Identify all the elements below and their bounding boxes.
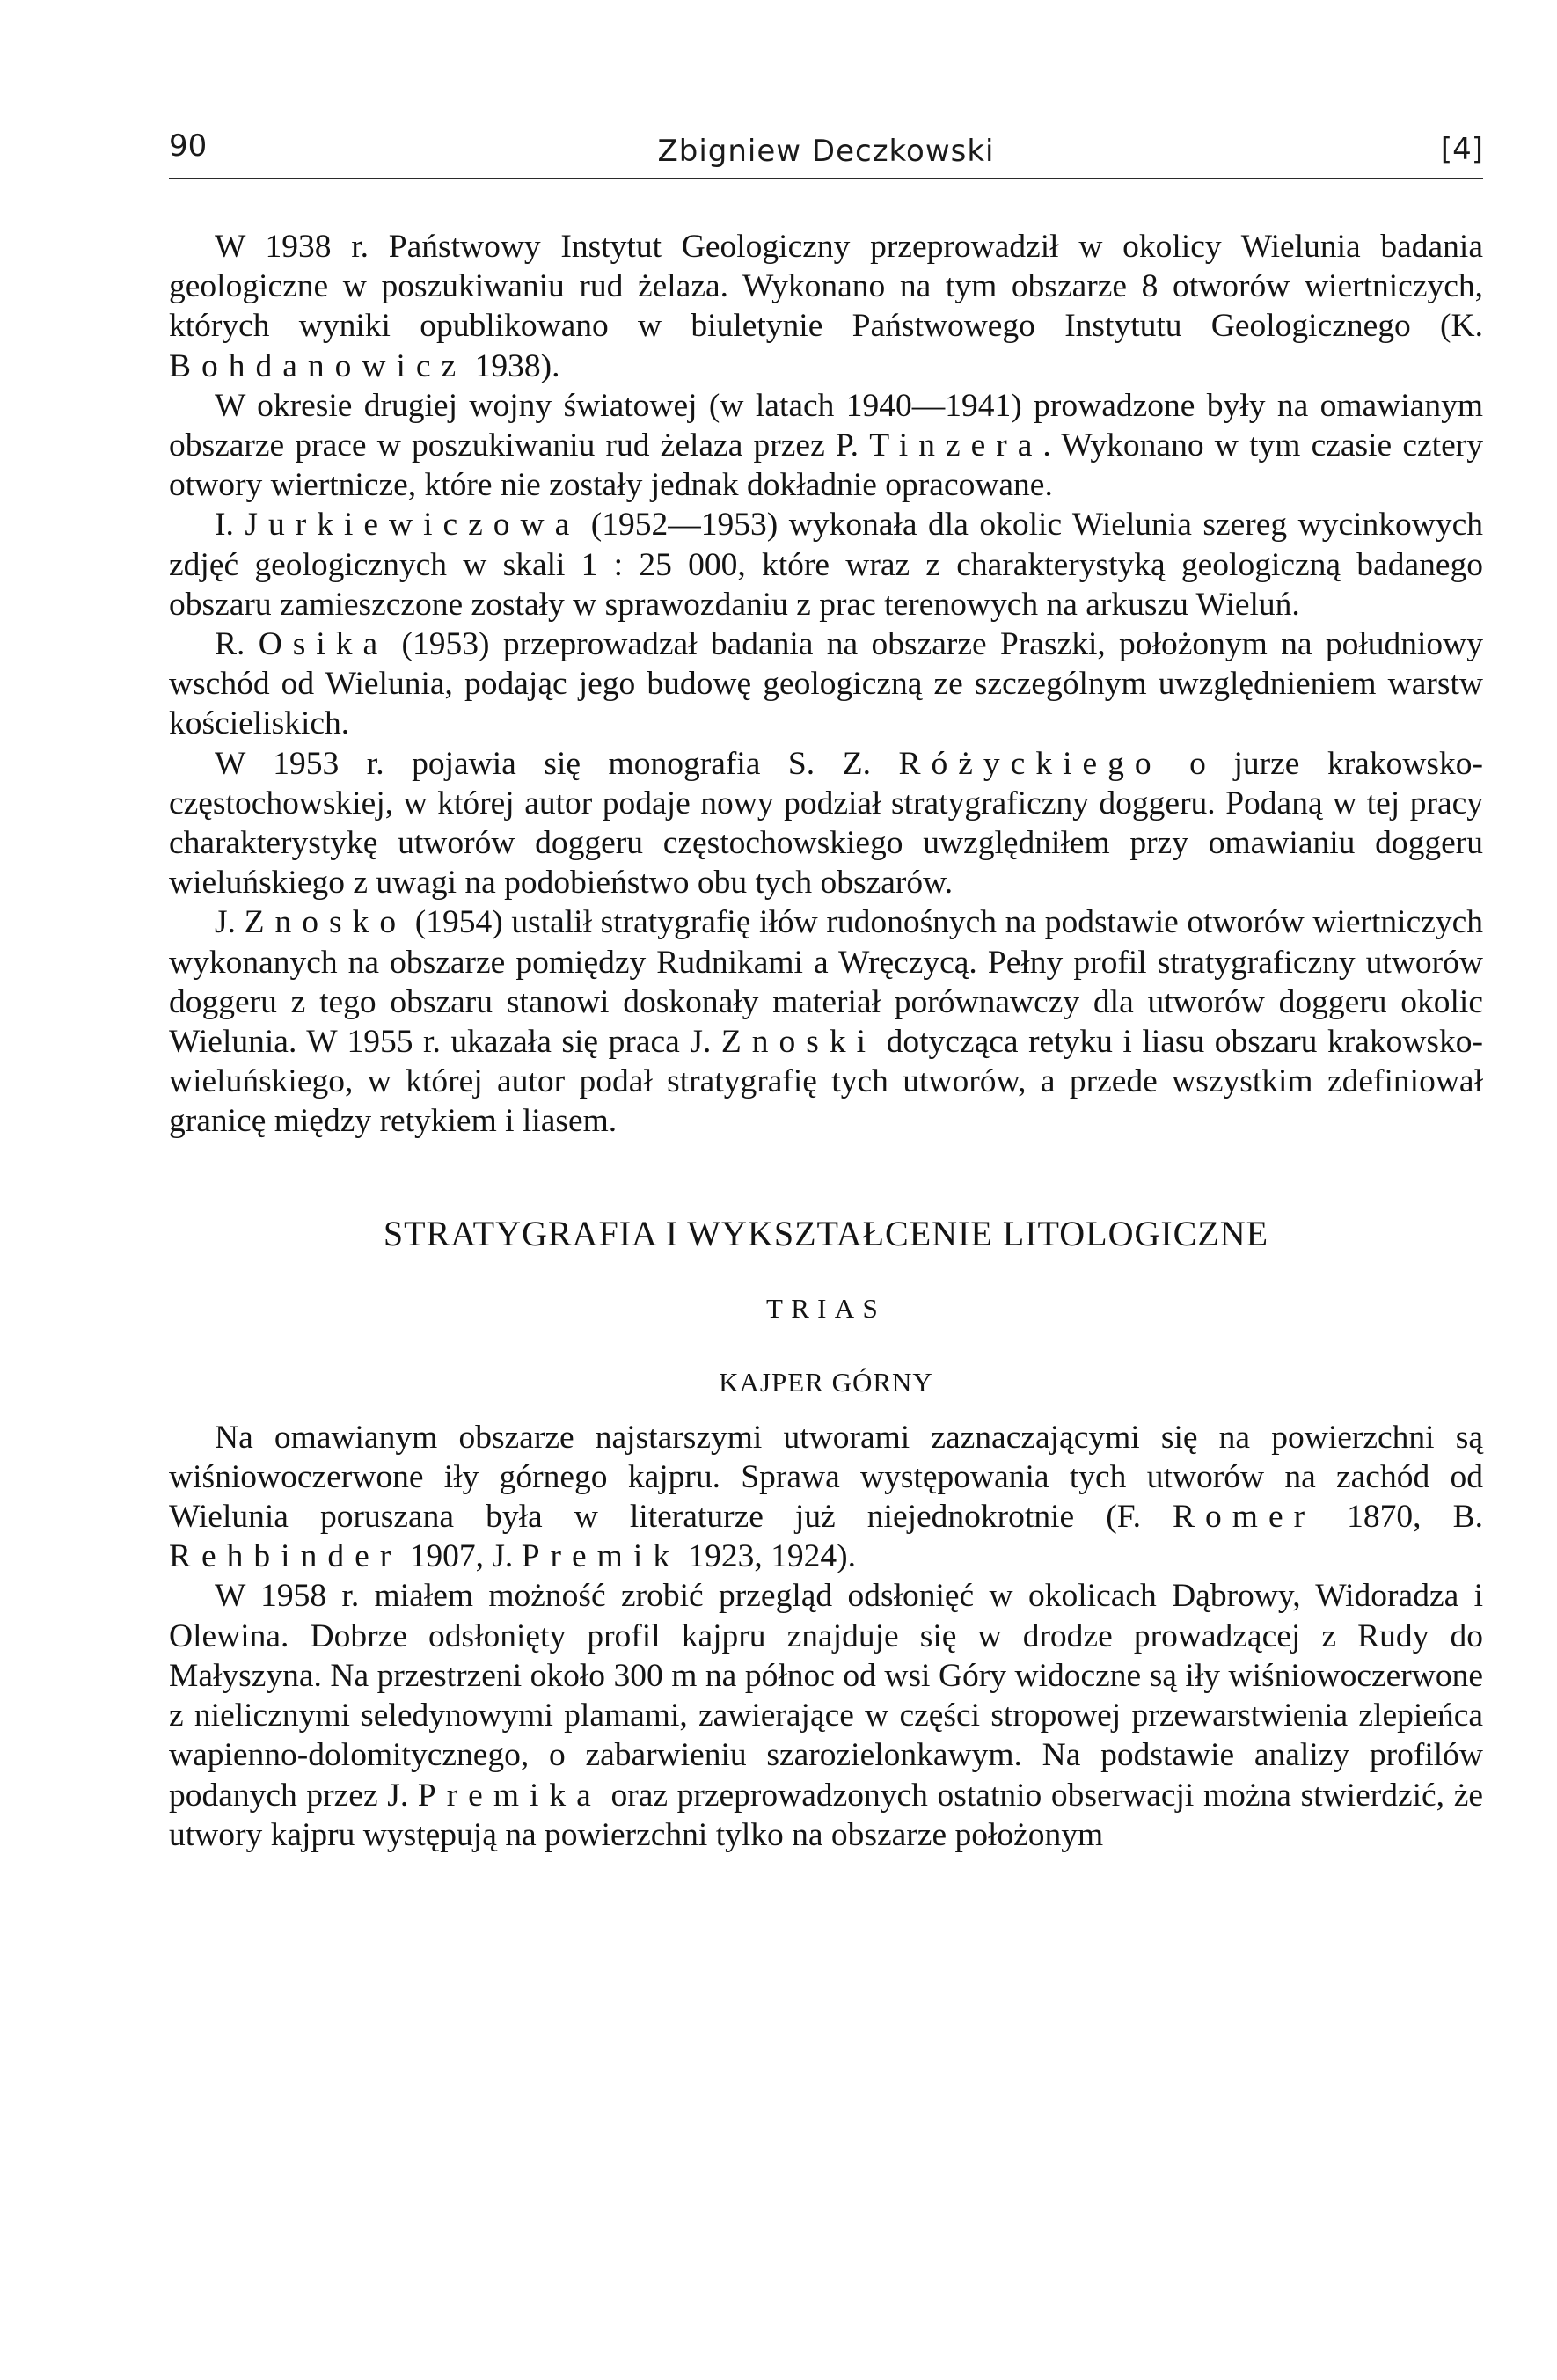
- spaced-author-name: Różyckiego: [898, 745, 1162, 782]
- paragraph-text: oraz przeprowadzonych ostatnio obserwacji można stwierdzić, że utwory kajpru występują na powierzchni tylko na obszarze położonym: [169, 1777, 1483, 1853]
- spaced-author-name: Tinzera: [869, 427, 1043, 464]
- paragraph-text: . Wykonano w tym czasie cztery otwory wiertnicze, które nie zostały jednak dokładnie opracowane.: [169, 427, 1483, 504]
- spaced-author-name: Znosko: [244, 904, 407, 941]
- paragraph-text: R.: [215, 626, 259, 663]
- paragraph-text: 1923, 1924).: [680, 1538, 857, 1575]
- spaced-author-name: Romer: [1173, 1499, 1316, 1536]
- paragraph: [169, 624, 1483, 744]
- paragraph: [169, 1418, 1483, 1577]
- paragraph: [169, 1576, 1483, 1854]
- running-head-author: Zbigniew Deczkowski: [657, 134, 995, 169]
- paragraph-text: 1870, B.: [1315, 1499, 1483, 1536]
- paragraph: [169, 505, 1483, 624]
- paragraph-text: (1953) przeprowadzał badania na obszarze Praszki, położonym na południowy wschód od Wielunia, podając jego budowę geologiczną ze szczególnym uwzględnieniem warstw kościeliskich.: [169, 626, 1483, 742]
- paragraph: [169, 744, 1483, 903]
- paragraph-text: dotycząca retyku i liasu obszaru krakowsko-wieluńskiego, w której autor podał stratygrafię tych utworów, a przede wszystkim zdefiniował granicę między retykiem i liasem.: [169, 1024, 1483, 1140]
- paragraph-text: I.: [215, 507, 245, 544]
- paragraph-text: W okresie drugiej wojny światowej (w latach 1940—1941) prowadzone były na omawianym obszarze prace w poszukiwaniu rud żelaza przez P.: [169, 387, 1483, 464]
- paragraph: [169, 227, 1483, 386]
- subsection-heading: TRIAS: [765, 1292, 887, 1324]
- paragraph-text: 1907, J.: [401, 1538, 522, 1575]
- paragraph: [169, 902, 1483, 1141]
- paragraph-text: 1938).: [466, 347, 560, 384]
- spaced-author-name: Premika: [417, 1777, 602, 1814]
- section-reference: [4]: [1440, 132, 1483, 167]
- paragraph-text: J.: [215, 904, 245, 941]
- spaced-author-name: Osika: [258, 626, 389, 663]
- spaced-author-name: Premik: [521, 1538, 681, 1575]
- document-page: [169, 123, 1483, 1853]
- spaced-author-name: Bohdanowicz: [169, 347, 467, 384]
- spaced-author-name: Znoski: [720, 1024, 877, 1061]
- paragraph-text: W 1953 r. pojawia się monografia S. Z.: [215, 745, 899, 782]
- spaced-author-name: Rehbinder: [169, 1538, 402, 1575]
- body-text: [169, 227, 1483, 1855]
- paragraph-text: o jurze krakowsko-częstochowskiej, w której autor podaje nowy podział stratygraficzny doggeru. Podaną w tej pracy charakterystykę utworów doggeru częstochowskiego uwzględniłem przy omawianiu doggeru wieluńskiego z uwagi na podobieństwo obu tych obszarów.: [169, 745, 1483, 902]
- paragraph: [169, 386, 1483, 506]
- paragraph-text: Na omawianym obszarze najstarszymi utworami zaznaczającymi się na powierzchni są wiśniowoczerwone iły górnego kajpru. Sprawa występowania tych utworów na zachód od Wielunia poruszana była w literaturze już niejednokrotnie (F.: [169, 1419, 1483, 1536]
- section-heading: STRATYGRAFIA I WYKSZTAŁCENIE LITOLOGICZNE: [383, 1213, 1269, 1253]
- paragraph-text: (1952—1953) wykonała dla okolic Wielunia szereg wycinkowych zdjęć geologicznych w skali 1 : 25 000, które wraz z charakterystyką geologiczną badanego obszaru zamieszczone zostały w sprawozdaniu z prac terenowych na arkuszu Wieluń.: [169, 507, 1483, 623]
- page-number: 90: [169, 128, 208, 164]
- running-header: [169, 123, 1483, 174]
- subsubsection-heading: KAJPER GÓRNY: [719, 1366, 933, 1398]
- paragraph-text: W 1938 r. Państwowy Instytut Geologiczny przeprowadził w okolicy Wielunia badania geologiczne w poszukiwaniu rud żelaza. Wykonano na tym obszarze 8 otworów wiertniczych, których wyniki opublikowano w biuletynie Państwowego Instytutu Geologicznego (K.: [169, 229, 1483, 345]
- header-rule: [169, 178, 1483, 179]
- paragraph-text: W 1958 r. miałem możność zrobić przegląd odsłonięć w okolicach Dąbrowy, Widoradza i Olewina. Dobrze odsłonięty profil kajpru znajduje się w drodze prowadzącej z Rudy do Małyszyna. Na przestrzeni około 300 m na północ od wsi Góry widoczne są iły wiśniowoczerwone z nielicznymi seledynowymi plamami, zawierające w części stropowej przewarstwienia zlepieńca wapienno-dolomitycznego, o zabarwieniu szarozielonkawym. Na podstawie analizy profilów podanych przez J.: [169, 1578, 1483, 1814]
- paragraph-text: (1954) ustalił stratygrafię iłów rudonośnych na podstawie otworów wiertniczych wykonanych na obszarze pomiędzy Rudnikami a Wręczycą. Pełny profil stratygraficzny utworów doggeru z tego obszaru stanowi doskonały materiał porównawczy dla utworów doggeru okolic Wielunia. W 1955 r. ukazała się praca J.: [169, 904, 1483, 1061]
- spaced-author-name: Jurkiewiczowa: [245, 507, 581, 544]
